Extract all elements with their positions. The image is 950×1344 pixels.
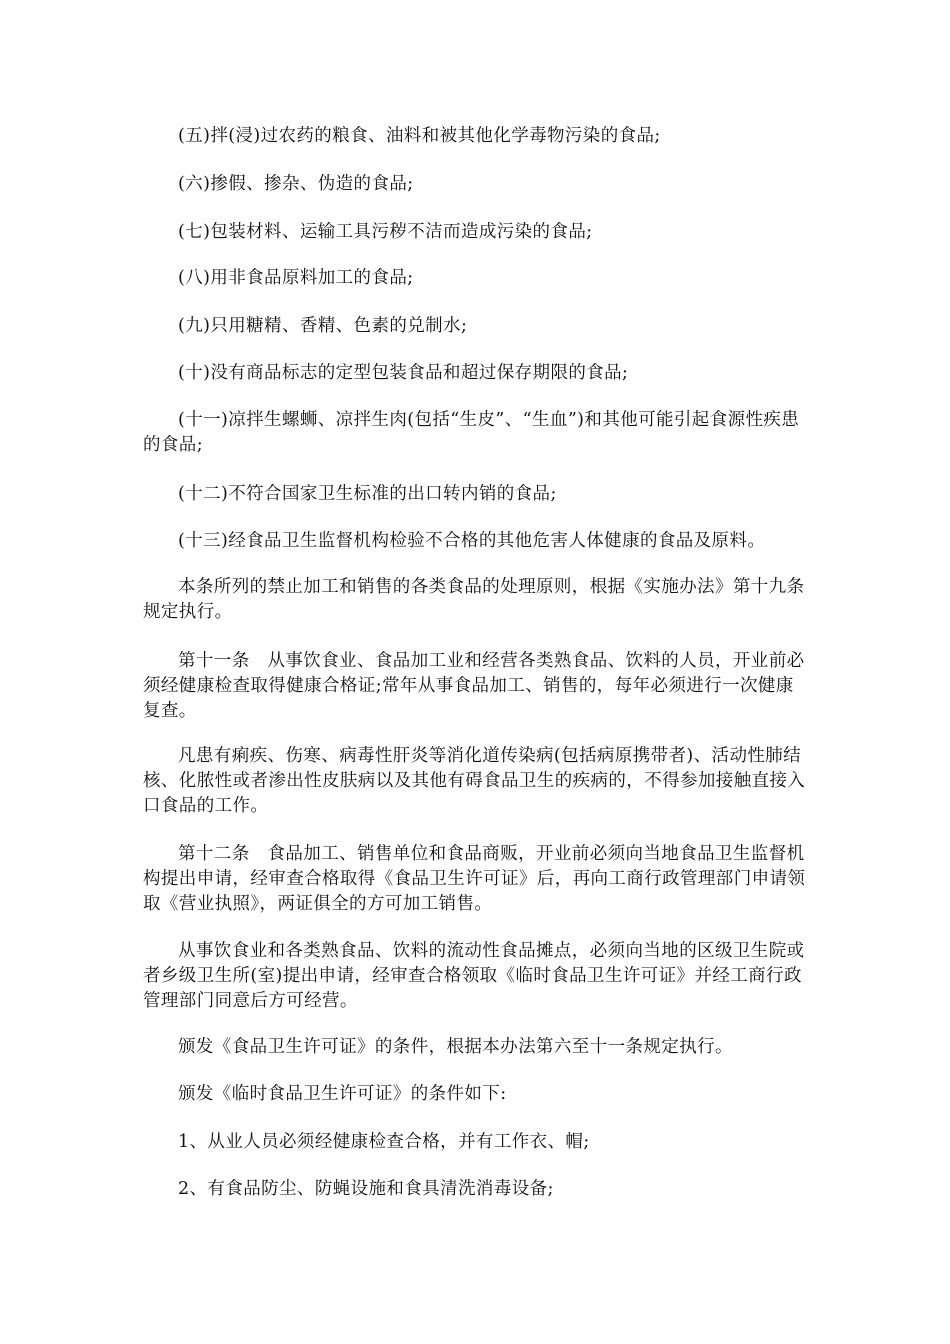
paragraph-item-13: (十三)经食品卫生监督机构检验不合格的其他危害人体健康的食品及原料。 [178,531,766,551]
paragraph-item-12: (十二)不符合国家卫生标准的出口转内销的食品; [178,484,557,504]
paragraph-item-6: (六)掺假、掺杂、伪造的食品; [178,174,414,194]
paragraph-license-conditions: 颁发《食品卫生许可证》的条件，根据本办法第六至十一条规定执行。 [178,1037,733,1057]
paragraph-article-11: 第十一条 从事饮食业、食品加工业和经营各类熟食品、饮料的人员，开业前必须经健康检查取得健康合格证;常年从事食品加工、销售的，每年必须进行一次健康复查。 [143,651,805,721]
paragraph-item-10: (十)没有商品标志的定型包装食品和超过保存期限的食品; [178,363,629,383]
paragraph-temporary-license-conditions: 颁发《临时食品卫生许可证》的条件如下: [178,1084,507,1104]
paragraph-condition-2: 2、有食品防尘、防蝇设施和食具清洗消毒设备; [178,1179,554,1199]
paragraph-item-7: (七)包装材料、运输工具污秽不洁而造成污染的食品; [178,222,593,242]
paragraph-item-11: (十一)凉拌生螺蛳、凉拌生肉(包括“生皮”、“生血”)和其他可能引起食源性疾患的食品; [143,410,800,455]
paragraph-item-9: (九)只用糖精、香精、色素的兑制水; [178,316,468,336]
paragraph-article-12: 第十二条 食品加工、销售单位和食品商贩，开业前必须向当地食品卫生监督机构提出申请，经审查合格取得《食品卫生许可证》后，再向工商行政管理部门申请领取《营业执照》，两证俱全的方可加工销售。 [143,844,806,914]
paragraph-item-8: (八)用非食品原料加工的食品; [178,268,414,288]
paragraph-article-10-note: 本条所列的禁止加工和销售的各类食品的处理原则，根据《实施办法》第十九条规定执行。 [143,577,805,622]
paragraph-condition-1: 1、从业人员必须经健康检查合格，并有工作衣、帽; [178,1132,590,1152]
paragraph-article-12-mobile-vendors: 从事饮食业和各类熟食品、饮料的流动性食品摊点，必须向当地的区级卫生院或者乡级卫生所(室)提出申请，经审查合格领取《临时食品卫生许可证》并经工商行政管理部门同意后方可经营。 [143,941,805,1011]
paragraph-article-11-illness: 凡患有痢疾、伤寒、病毒性肝炎等消化道传染病(包括病原携带者)、活动性肺结核、化脓性或者渗出性皮肤病以及其他有碍食品卫生的疾病的，不得参加接触直接入口食品的工作。 [143,746,806,816]
paragraph-item-5: (五)拌(浸)过农药的粮食、油料和被其他化学毒物污染的食品; [178,126,661,146]
